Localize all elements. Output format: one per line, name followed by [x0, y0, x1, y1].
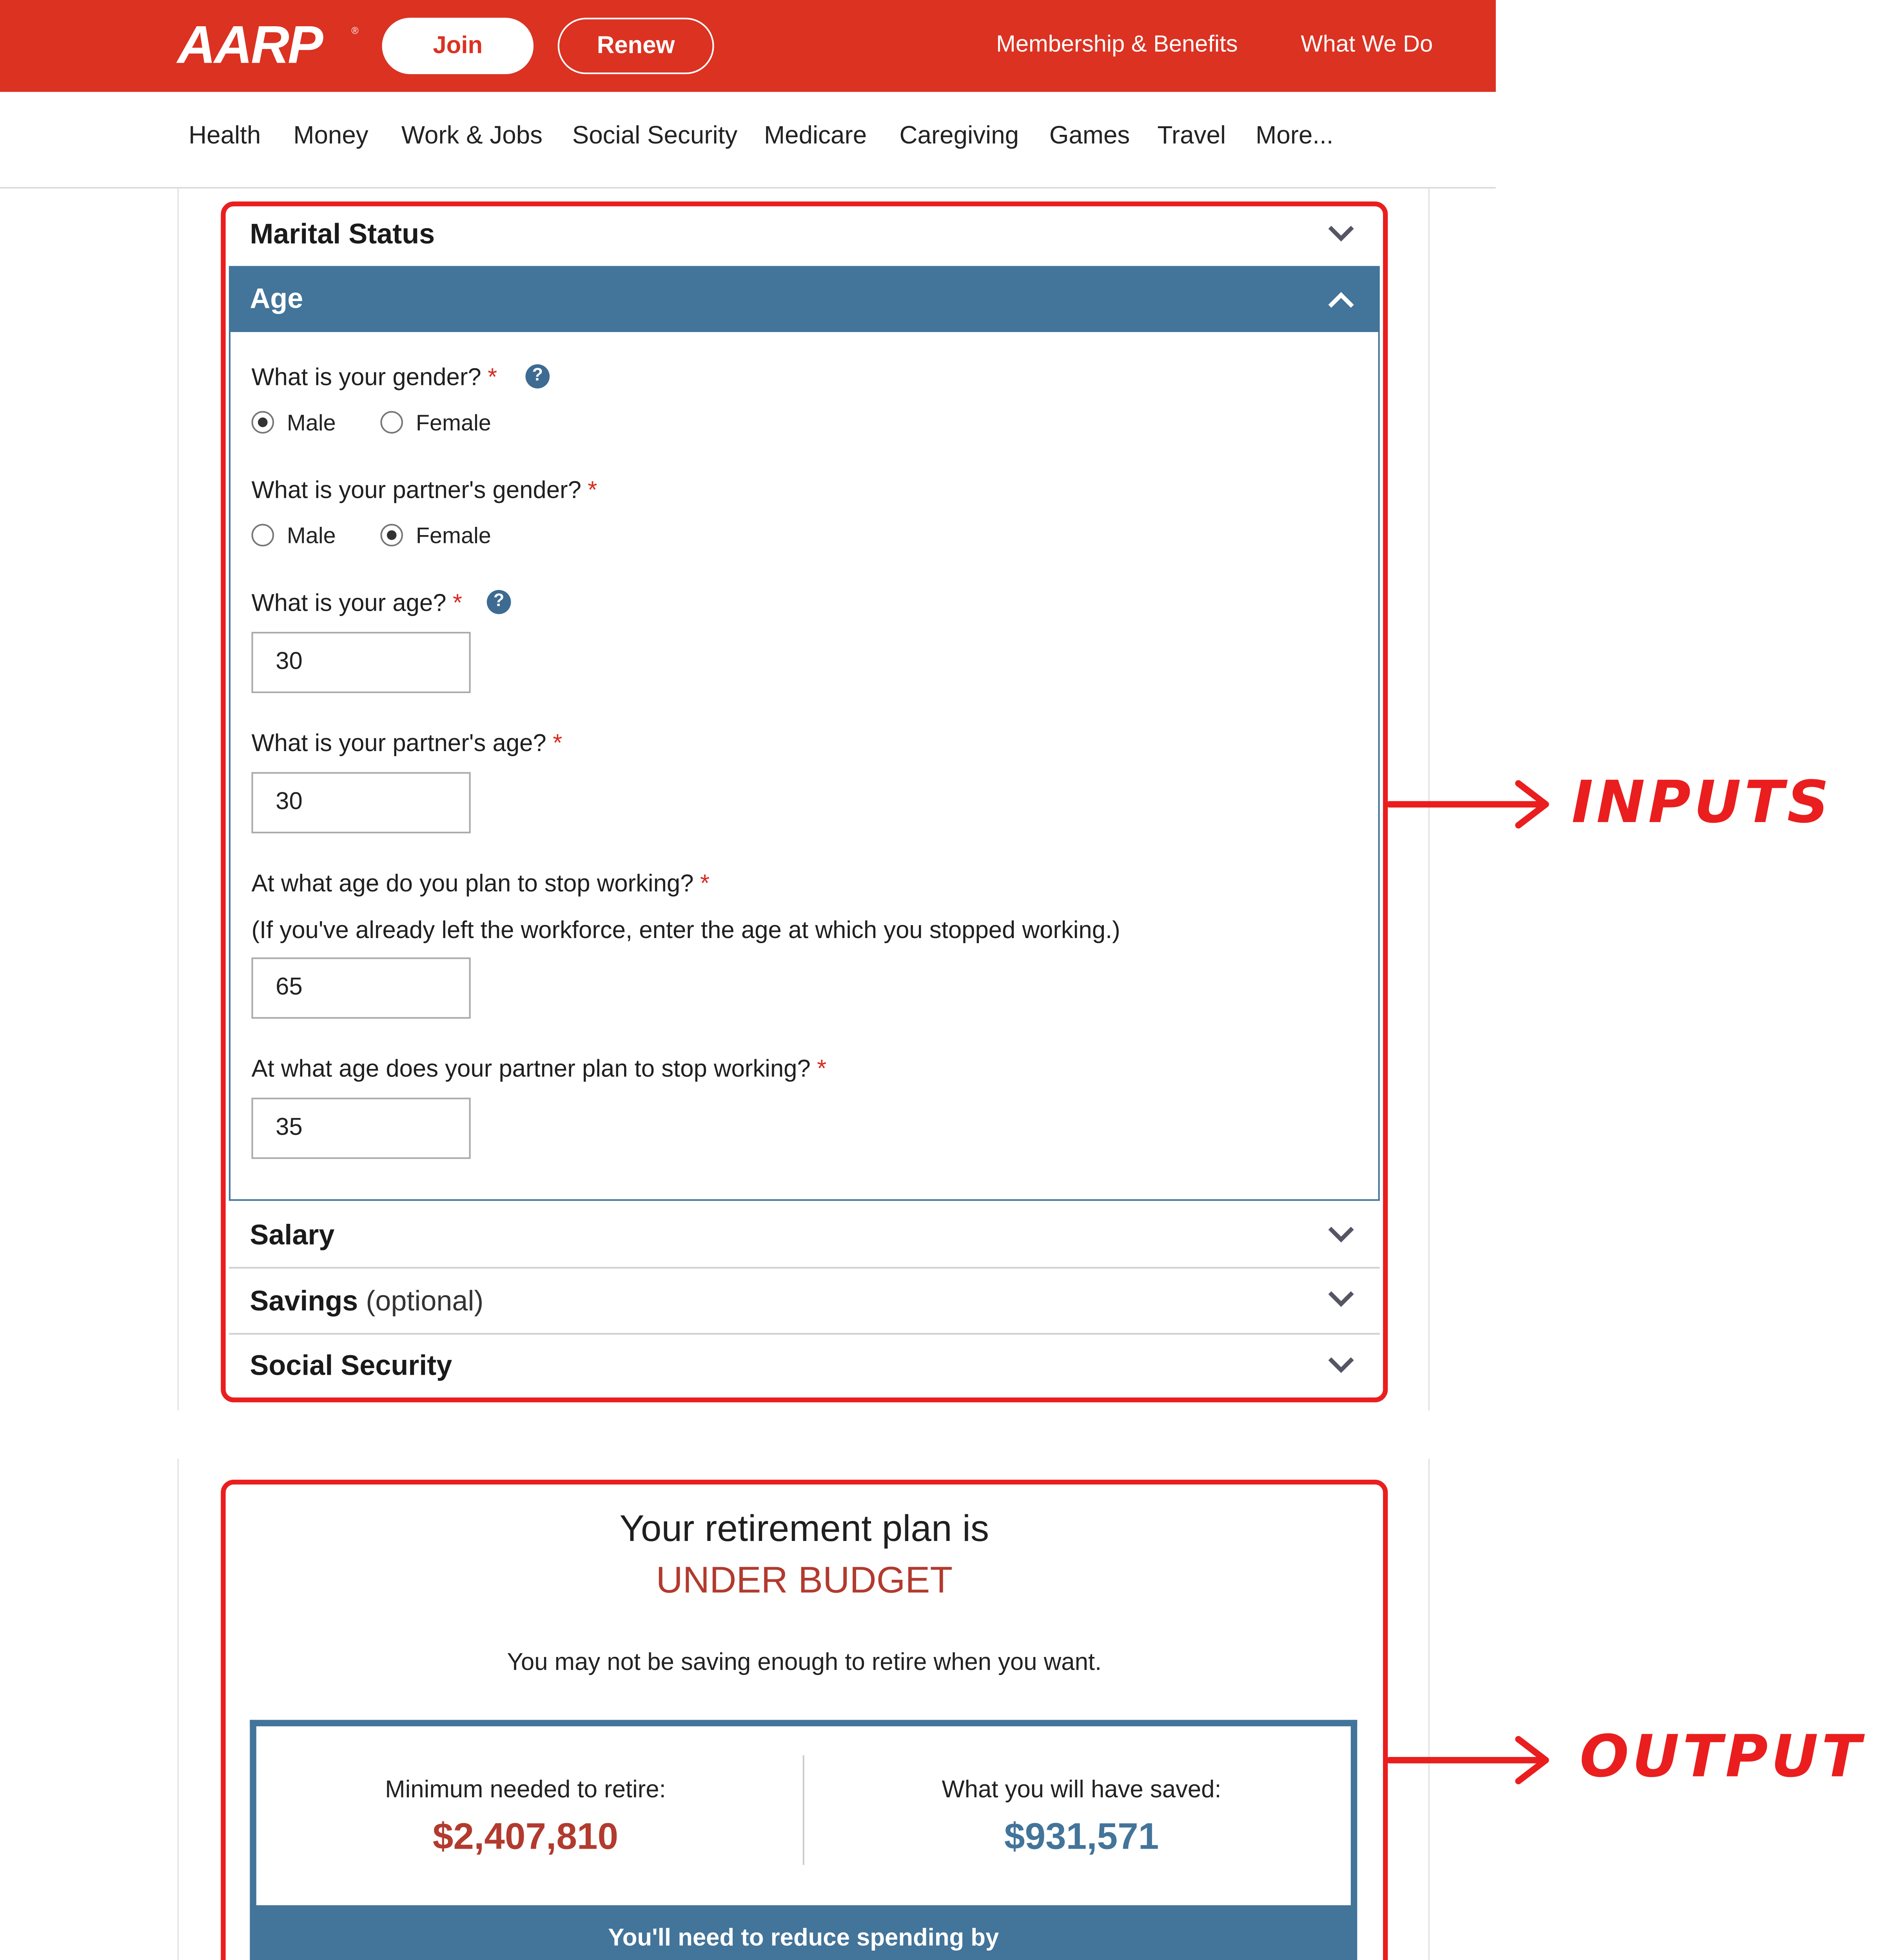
- accordion-label: Marital Status: [250, 218, 435, 250]
- accordion-label: Age: [250, 282, 303, 314]
- what-we-do-link[interactable]: What We Do: [1301, 32, 1433, 58]
- male-label: Male: [287, 522, 336, 548]
- page-left-border: [177, 189, 179, 1410]
- output-highlight-box: [221, 1480, 1388, 1960]
- female-label: Female: [416, 409, 491, 436]
- arrow-right-icon: [1386, 1733, 1557, 1788]
- reduce-spending-label: You'll need to reduce spending by: [608, 1924, 999, 1952]
- optional-label: (optional): [366, 1285, 484, 1317]
- nav-item-health[interactable]: Health: [189, 122, 261, 150]
- nav-item-games[interactable]: Games: [1049, 122, 1130, 150]
- aarp-logo[interactable]: [174, 16, 361, 74]
- male-label: Male: [287, 409, 336, 436]
- partner-gender-question: What is your partner's gender? *: [251, 477, 597, 505]
- accordion-label: Social Security: [250, 1349, 452, 1381]
- nav-item-social-security[interactable]: Social Security: [572, 122, 738, 150]
- stop-working-question: At what age do you plan to stop working? *: [251, 870, 710, 898]
- age-input[interactable]: 30: [251, 632, 470, 693]
- inputs-annotation-label: INPUTS: [1572, 770, 1832, 837]
- partner-stop-working-age-input[interactable]: 35: [251, 1098, 470, 1159]
- renew-button[interactable]: Renew: [558, 18, 714, 74]
- nav-item-caregiving[interactable]: Caregiving: [899, 122, 1019, 150]
- gender-question: What is your gender? *: [251, 364, 497, 392]
- nav-item-travel[interactable]: Travel: [1157, 122, 1226, 150]
- nav-item-medicare[interactable]: Medicare: [764, 122, 867, 150]
- minimum-needed-label: Minimum needed to retire:: [385, 1776, 666, 1804]
- stop-working-note: (If you've already left the workforce, enter the age at which you stopped working.): [251, 917, 1120, 945]
- page-left-border: [177, 1459, 179, 1960]
- partner-stop-working-question: At what age does your partner plan to stop working? *: [251, 1056, 827, 1083]
- page-right-border: [1428, 1459, 1430, 1960]
- result-heading: Your retirement plan is: [619, 1507, 989, 1549]
- saved-label: What you will have saved:: [942, 1776, 1221, 1804]
- accordion-label: Salary: [250, 1218, 335, 1251]
- inputs-highlight-box: [221, 201, 1388, 1402]
- accordion-label: Savings: [250, 1285, 358, 1317]
- output-annotation-label: OUTPUT: [1579, 1724, 1864, 1791]
- arrow-right-icon: [1386, 777, 1557, 832]
- age-question: What is your age? *: [251, 590, 463, 617]
- nav-item-more[interactable]: More...: [1256, 122, 1334, 150]
- help-icon[interactable]: ?: [525, 364, 550, 388]
- svg-text:AARP: AARP: [177, 16, 322, 74]
- result-status: UNDER BUDGET: [656, 1559, 953, 1601]
- join-button[interactable]: Join: [382, 18, 534, 74]
- saved-value: $931,571: [1004, 1815, 1159, 1857]
- nav-item-money[interactable]: Money: [293, 122, 368, 150]
- nav-item-work-jobs[interactable]: Work & Jobs: [401, 122, 543, 150]
- help-icon[interactable]: ?: [487, 590, 511, 614]
- partner-age-input[interactable]: 30: [251, 772, 470, 833]
- result-message: You may not be saving enough to retire when you want.: [507, 1649, 1102, 1677]
- partner-age-question: What is your partner's age? *: [251, 730, 563, 758]
- stop-working-age-input[interactable]: 65: [251, 957, 470, 1018]
- female-label: Female: [416, 522, 491, 548]
- svg-text:®: ®: [351, 25, 359, 36]
- membership-benefits-link[interactable]: Membership & Benefits: [996, 32, 1238, 58]
- minimum-needed-value: $2,407,810: [432, 1815, 619, 1857]
